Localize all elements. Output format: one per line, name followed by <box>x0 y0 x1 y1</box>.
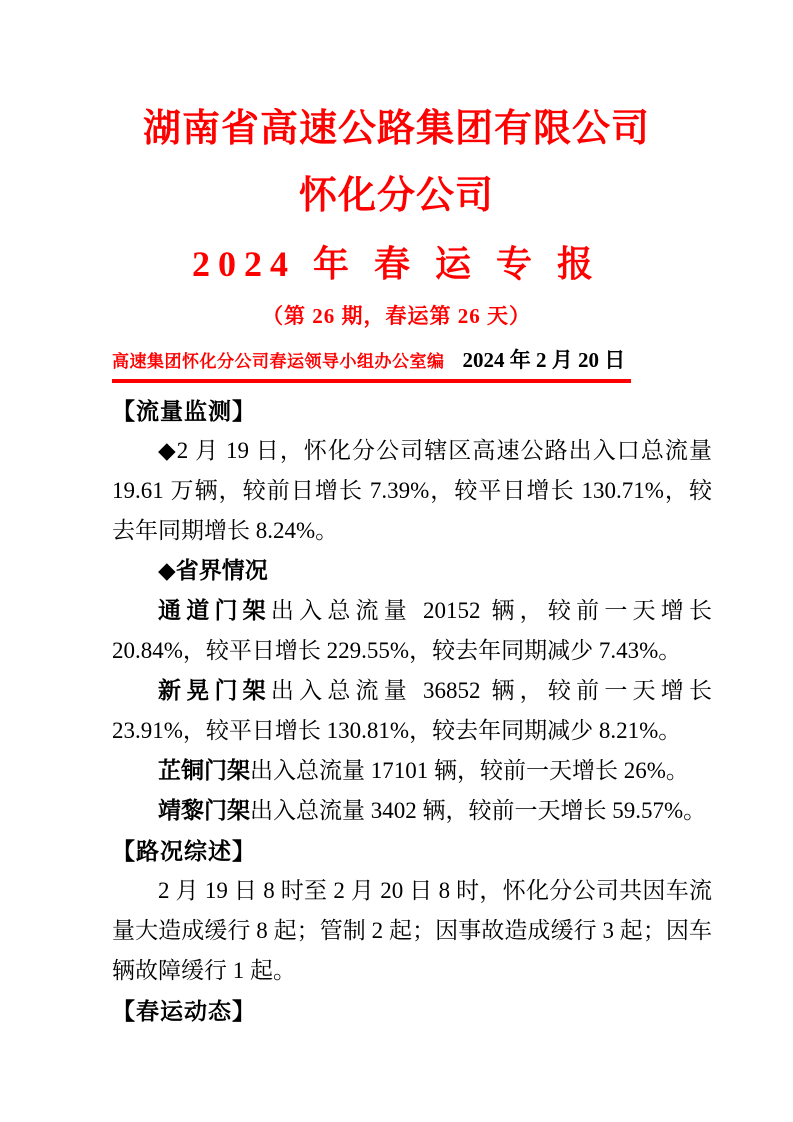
doc-title-branch: 怀化分公司 <box>298 175 494 217</box>
gantry-name-tongdao: 通道门架 <box>158 598 271 623</box>
gantry-text-jingli: 出入总流量 3402 辆，较前一天增长 59.57%。 <box>250 798 707 823</box>
flow-intro-paragraph: ◆2 月 19 日，怀化分公司辖区高速公路出入口总流量 19.61 万辆，较前日增长 7.39%，较平日增长 130.71%，较去年同期增长 8.24%。 <box>112 438 712 543</box>
editor-date-line <box>112 348 631 383</box>
gantry-paragraph-xinhuang <box>112 671 712 751</box>
gantry-text-zhitong: 出入总流量 17101 辆，较前一天增长 26%。 <box>250 758 689 783</box>
road-summary-paragraph: 2 月 19 日 8 时至 2 月 20 日 8 时，怀化分公司共因车流量大造成缓行 8 起；管制 2 起；因事故造成缓行 3 起；因车辆故障缓行 1 起。 <box>112 878 712 983</box>
editor-credit: 高速集团怀化分公司春运领导小组办公室编 <box>112 352 445 371</box>
section-header-flow-monitor: 【流量监测】 <box>112 398 256 424</box>
gantry-paragraph-zhitong <box>112 751 712 791</box>
issue-number-note: （第 26 期，春运第 26 天） <box>262 304 531 328</box>
province-border-subhead: ◆省界情况 <box>158 558 268 583</box>
doc-title-company: 湖南省高速公路集团有限公司 <box>142 108 650 150</box>
report-header <box>0 0 793 334</box>
section-header-spring-news: 【春运动态】 <box>112 998 256 1024</box>
section-header-road-summary: 【路况综述】 <box>112 838 256 864</box>
gantry-text-xinhuang: 出入总流量 36852 辆，较前一天增长 23.91%，较平日增长 130.81%，较去年同期减少 8.21%。 <box>112 678 713 743</box>
gantry-name-jingli: 靖黎门架 <box>158 798 250 823</box>
gantry-name-zhitong: 芷铜门架 <box>158 758 250 783</box>
report-body <box>112 391 712 1031</box>
gantry-paragraph-tongdao <box>112 591 712 671</box>
gantry-text-tongdao: 出入总流量 20152 辆，较前一天增长 20.84%，较平日增长 229.55%，较去年同期减少 7.43%。 <box>112 598 713 663</box>
publish-date: 2024 年 2 月 20 日 <box>462 348 626 372</box>
doc-title-report-name: 2024 年 春 运 专 报 <box>191 244 601 284</box>
gantry-paragraph-jingli <box>112 791 712 831</box>
gantry-name-xinhuang: 新晃门架 <box>158 678 271 703</box>
